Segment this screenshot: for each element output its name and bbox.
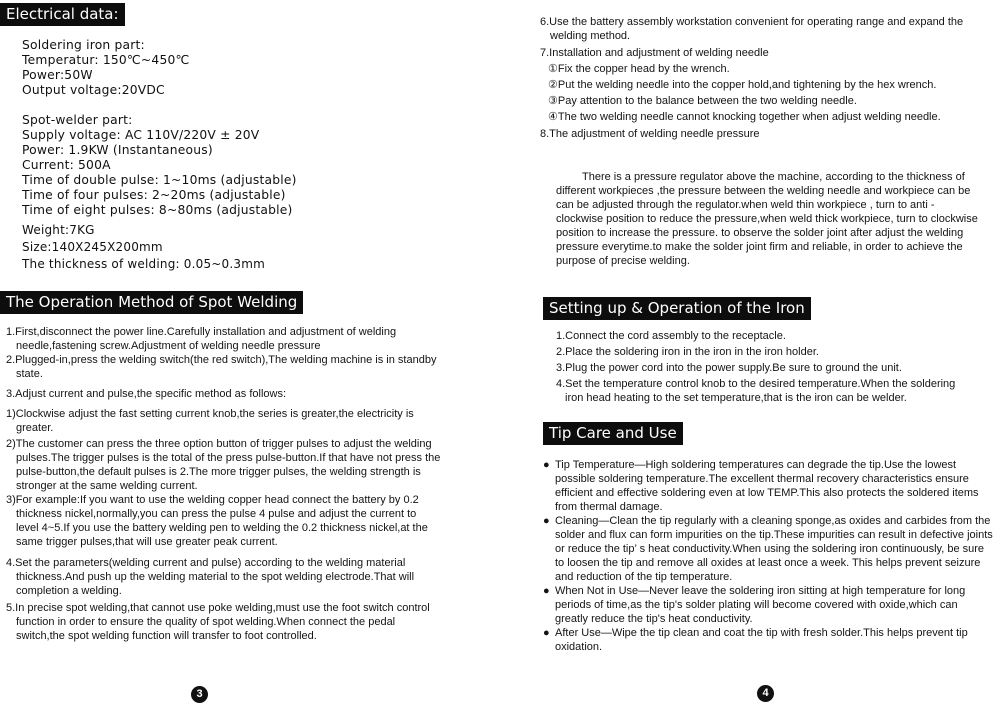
list-item: 3)For example:If you want to use the welding copper head connect the battery by 0.2 thickness nickel,normally,you can press the pulse 4 pulse and adjust the current to level 4~5.If you use the battery welding pen to welding the 0.2 thickness nickel,at the same trigger pulses,that will use greater peak current. (6, 494, 428, 548)
spec-line: Time of four pulses: 2~20ms (adjustable) (22, 188, 286, 202)
page-number: 3 (191, 686, 208, 703)
list-item (543, 514, 993, 584)
spec-line: Current: 500A (22, 158, 111, 172)
spec-line: Size:140X245X200mm (22, 240, 163, 254)
iron-setup-step: 1.Connect the cord assembly to the receptacle. (556, 330, 786, 342)
spec-line: Weight:7KG (22, 223, 95, 237)
spec-line: Time of eight pulses: 8~80ms (adjustable) (22, 203, 293, 217)
list-item (543, 458, 993, 514)
bullet-icon: ● (543, 459, 550, 471)
operation-steps (6, 325, 441, 643)
needle-steps (540, 15, 980, 141)
list-item: 4.Set the parameters(welding current and pulse) according to the welding material thickness.And push up the welding material to the spot welding electrode.That will completion a welding. (6, 557, 415, 597)
spec-line: Soldering iron part: (22, 38, 145, 52)
iron-spec-block (22, 38, 190, 98)
spec-line: The thickness of welding: 0.05~0.3mm (22, 257, 266, 271)
iron-setup-header: Setting up & Operation of the Iron (543, 297, 811, 320)
list-item: 8.The adjustment of welding needle pressure (540, 128, 760, 140)
spec-line: Power: 1.9KW (Instantaneous) (22, 143, 213, 157)
tip-care-header: Tip Care and Use (543, 422, 683, 445)
misc-spec-block (22, 222, 265, 273)
iron-setup-steps (556, 329, 976, 407)
spec-line: Temperatur: 150℃~450℃ (22, 53, 190, 67)
tip-care-list (543, 458, 993, 654)
bullet-icon: ● (543, 627, 550, 639)
tip-care-text: After Use—Wipe the tip clean and coat the tip with fresh solder.This helps prevent tip oxidation. (555, 627, 968, 653)
iron-setup-step: 2.Place the soldering iron in the iron in the iron holder. (556, 346, 819, 358)
list-item: 1.First,disconnect the power line.Carefully installation and adjustment of welding needle,fastening screw.Adjustment of welding needle pressure (6, 326, 397, 352)
list-item: 3.Adjust current and pulse,the specific method as follows: (6, 388, 287, 400)
list-item: 1)Clockwise adjust the fast setting current knob,the series is greater,the electricity is greater. (6, 408, 414, 434)
list-item: 2.Plugged-in,press the welding switch(the red switch),The welding machine is in standby state. (6, 354, 437, 380)
tip-care-text: Cleaning—Clean the tip regularly with a cleaning sponge,as oxides and carbides from the solder and flux can form impurities on the tip.These impurities can result in defective joints or reduce the tip’ s heat conductivity.When using the soldering iron continuously, be sure to loosen the tip and remove all oxides at least once a week. This helps prevent seizure and reduction of the tip temperature. (555, 515, 993, 583)
spec-line: Spot-welder part: (22, 113, 133, 127)
list-item (543, 584, 993, 626)
pressure-paragraph: There is a pressure regulator above the machine, according to the thickness of different workpieces ,the pressure between the welding needle and workpiece can be can be adjusted through the regulator.when weld thin workpiece , turn to anti - clockwise position to reduce the pressure,when weld thick workpiece, turn to clockwise position to increase the pressure. to observe the solder joint after adjust the welding pressure everytime.to make the solder joint firm and reliable, in order to achieve the purpose of precise welding. (556, 171, 978, 267)
spec-line: Power:50W (22, 68, 93, 82)
list-item: ②Put the welding needle into the copper hold,and tightening by the hex wrench. (548, 79, 937, 91)
tip-care-text: Tip Temperature—High soldering temperatures can degrade the tip.Use the lowest possible soldering temperature.The excellent thermal recovery characteristics ensure efficient and effective soldering even at low TEMP.This also protects the soldered items from thermal damage. (555, 459, 979, 513)
page-number: 4 (757, 685, 774, 702)
list-item: 6.Use the battery assembly workstation convenient for operating range and expand the welding method. (540, 16, 964, 42)
operation-method-header: The Operation Method of Spot Welding (0, 291, 303, 314)
spec-line: Supply voltage: AC 110V/220V ± 20V (22, 128, 260, 142)
list-item (543, 626, 993, 654)
list-item: ④The two welding needle cannot knocking together when adjust welding needle. (548, 111, 941, 123)
electrical-data-header: Electrical data: (0, 3, 125, 26)
list-item: ③Pay attention to the balance between the two welding needle. (548, 95, 857, 107)
bullet-icon: ● (543, 515, 550, 527)
bullet-icon: ● (543, 585, 550, 597)
left-page (0, 0, 500, 701)
iron-setup-step: 3.Plug the power cord into the power supply.Be sure to ground the unit. (556, 362, 902, 374)
spec-line: Time of double pulse: 1~10ms (adjustable) (22, 173, 297, 187)
list-item: 5.In precise spot welding,that cannot use poke welding,must use the foot switch control function in order to ensure the quality of spot welding.When connect the pedal switch,the spot welding function will transfer to foot controlled. (6, 602, 430, 642)
welder-spec-block (22, 113, 297, 218)
list-item: ①Fix the copper head by the wrench. (548, 63, 730, 75)
list-item: 2)The customer can press the three option button of trigger pulses to adjust the welding pulses.The trigger pulses is the total of the press pulse-button.If that have not press the pulse-button,the default pulses is 2.The more trigger pulses, the welding strength is stronger at the same welding current. (6, 438, 441, 492)
right-page (500, 0, 1000, 701)
iron-setup-step: 4.Set the temperature control knob to the desired temperature.When the soldering iron head heating to the set temperature,that is the iron can be welder. (556, 378, 956, 404)
list-item: 7.Installation and adjustment of welding needle (540, 47, 769, 59)
tip-care-text: When Not in Use—Never leave the soldering iron sitting at high temperature for long periods of time,as the tip's solder plating will become covered with oxide,which can greatly reduce the tip's heat conductivity. (555, 585, 966, 625)
spec-line: Output voltage:20VDC (22, 83, 165, 97)
